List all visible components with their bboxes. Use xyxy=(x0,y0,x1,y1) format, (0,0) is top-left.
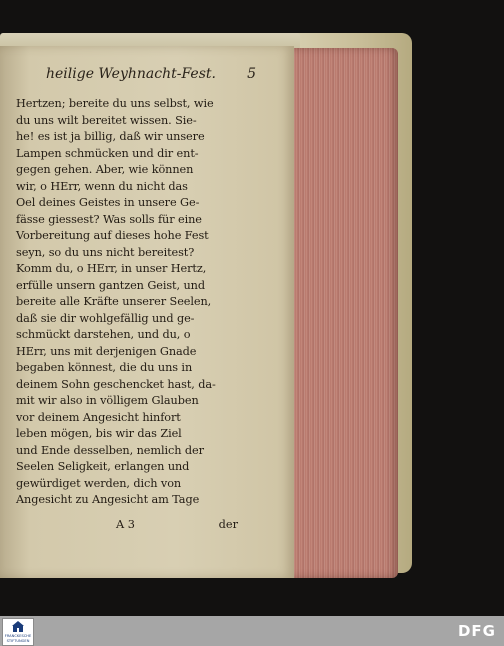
dfg-logo[interactable]: DFG xyxy=(457,622,496,640)
body-text xyxy=(16,96,238,509)
text-line: wir, o HErr, wenn du nicht das xyxy=(16,179,188,193)
text-line: daß sie dir wohlgefällig und ge- xyxy=(16,311,195,325)
text-line: begaben könnest, die du uns in xyxy=(16,361,193,374)
institution-logo[interactable] xyxy=(2,618,34,646)
text-line: he! es ist ja billig, daß wir unsere xyxy=(16,130,205,143)
text-line: bereite alle Kräfte unserer Seelen, xyxy=(16,295,212,308)
text-line: mit wir also in völligem Glauben xyxy=(16,394,199,407)
running-head-title: heilige Weyhnacht-Fest. xyxy=(46,66,216,82)
text-line: Angesicht zu Angesicht am Tage xyxy=(16,493,200,506)
text-line: Vorbereitung auf dieses hohe Fest xyxy=(16,229,209,242)
text-line: erfülle unsern gantzen Geist, und xyxy=(16,278,205,292)
text-line: Oel deines Geistes in unsere Ge- xyxy=(16,196,200,209)
page-number: 5 xyxy=(247,66,256,82)
text-line: Komm du, o HErr, in unser Hertz, xyxy=(16,262,207,275)
text-line: gegen gehen. Aber, wie können xyxy=(16,163,194,176)
catchword: der xyxy=(218,518,238,531)
text-line: Lampen schmücken und dir ent- xyxy=(16,146,199,160)
text-line: fässe giessest? Was solls für eine xyxy=(16,212,202,226)
text-line: seyn, so du uns nicht bereitest? xyxy=(16,245,195,259)
text-line: gewürdiget werden, dich von xyxy=(16,476,182,490)
text-line: vor deinem Angesicht hinfort xyxy=(16,410,181,424)
text-line: Seelen Seligkeit, erlangen und xyxy=(16,460,190,473)
text-line: leben mögen, bis wir das Ziel xyxy=(16,427,182,440)
text-line: HErr, uns mit derjenigen Gnade xyxy=(16,344,197,358)
institution-logo-icon xyxy=(12,621,24,633)
signature-mark: A 3 xyxy=(116,518,135,531)
page-footer xyxy=(16,518,238,536)
text-line: deinem Sohn geschencket hast, da- xyxy=(16,377,216,391)
institution-logo-text: FRANCKESCHE STIFTUNGEN xyxy=(4,634,32,643)
viewer-footer-bar xyxy=(0,616,504,646)
red-page-edges xyxy=(290,48,398,578)
text-line: und Ende desselben, nemlich der xyxy=(16,443,204,457)
text-line: du uns wilt bereitet wissen. Sie- xyxy=(16,113,197,127)
running-header xyxy=(46,66,256,90)
text-line: schmückt darstehen, und du, o xyxy=(16,328,191,341)
book-page xyxy=(0,46,294,578)
text-line: Hertzen; bereite du uns selbst, wie xyxy=(16,97,214,110)
